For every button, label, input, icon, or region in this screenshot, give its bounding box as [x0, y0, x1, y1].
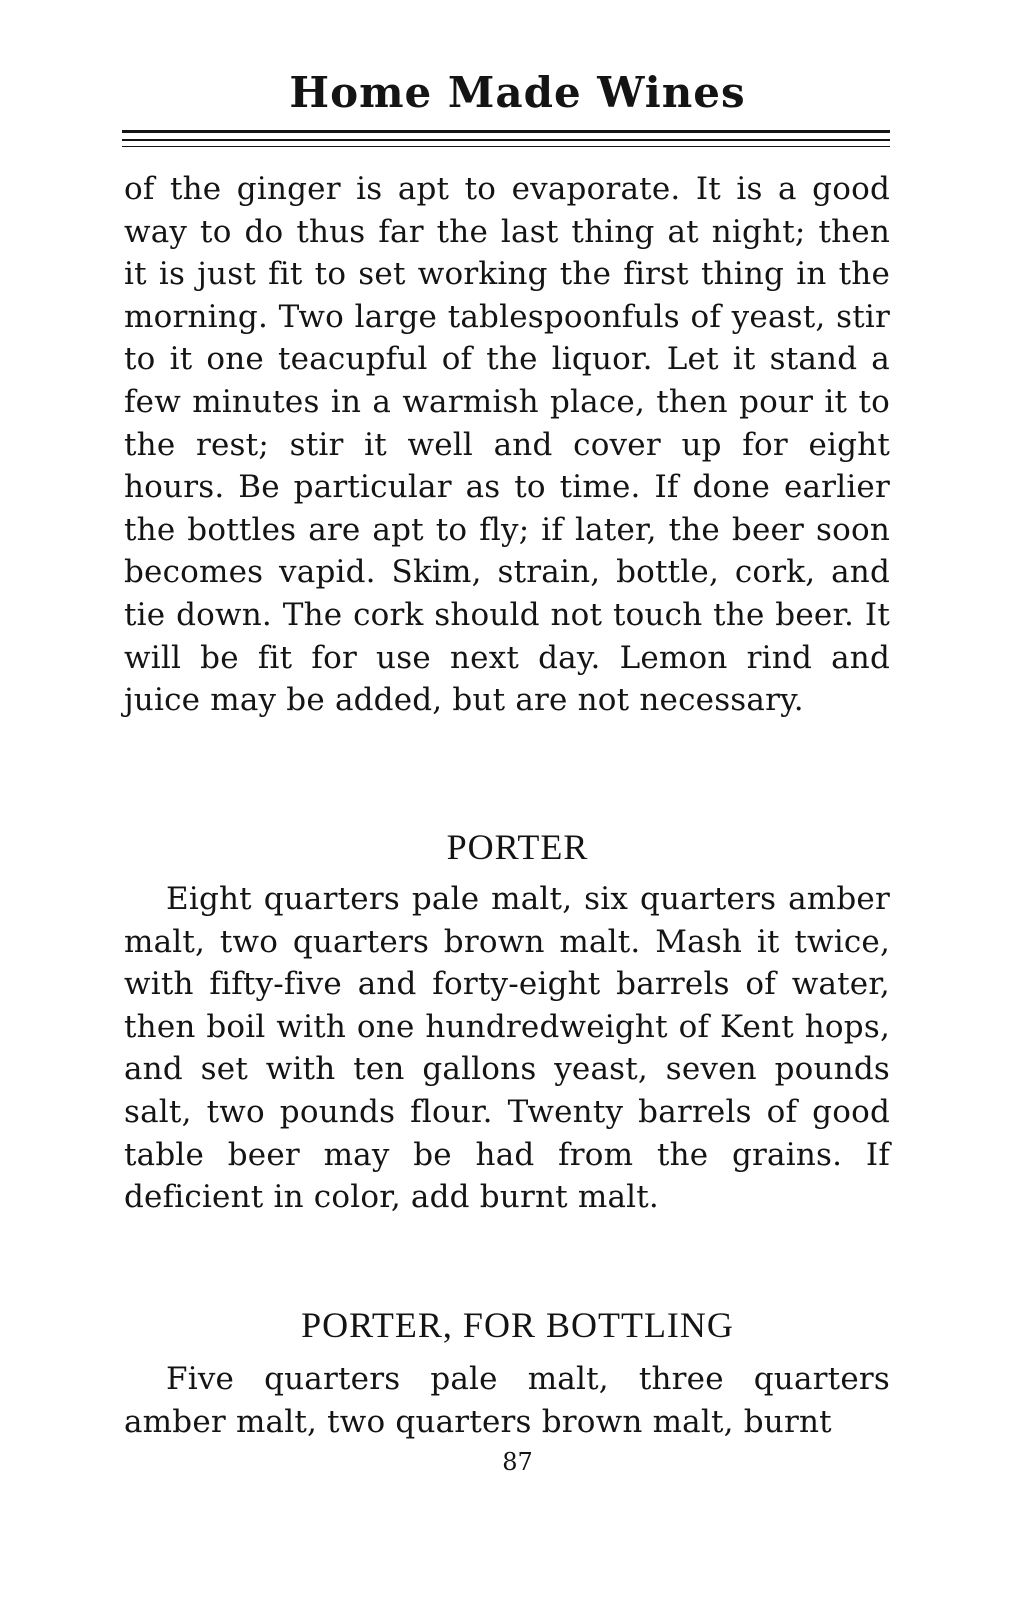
- continued-paragraph: of the ginger is apt to evaporate. It is a good way to do thus far the last thing at night; then it is just fit to set working the first thing in the morning. Two large tablespoonfuls of yeast, stir to it one teacupful of the liquor. Let it stand a few minutes in a warmish place, then pour it to the rest; stir it well and cover up for eight hours. Be particular as to time. If done earlier the bottles are apt to fly; if later, the beer soon becomes vapid. Skim, strain, bottle, cork, and tie down. The cork should not touch the beer. It will be fit for use next day. Lemon rind and juice may be added, but are not necessary.: [124, 171, 890, 719]
- header-rule-bottom: [122, 146, 890, 147]
- section-heading-porter-bottling: PORTER, FOR BOTTLING: [301, 1305, 734, 1345]
- porter-bottling-paragraph: Five quarters pale malt, three quarters amber malt, two quarters brown malt, burnt: [124, 1361, 890, 1440]
- section-heading-porter: PORTER: [446, 827, 589, 867]
- page-number: 87: [502, 1448, 533, 1476]
- header-rule-middle: [122, 139, 890, 141]
- porter-paragraph: Eight quarters pale malt, six quarters amber malt, two quarters brown malt. Mash it twice, with fifty-five and forty-eight barrels of water, then boil with one hundredweight of Kent hops, and set with ten gallons yeast, seven pounds salt, two pounds flour. Twenty barrels of good table beer may be had from the grains. If deficient in color, add burnt malt.: [124, 881, 890, 1216]
- header-rule-top: [122, 130, 890, 133]
- running-head: Home Made Wines: [289, 68, 746, 117]
